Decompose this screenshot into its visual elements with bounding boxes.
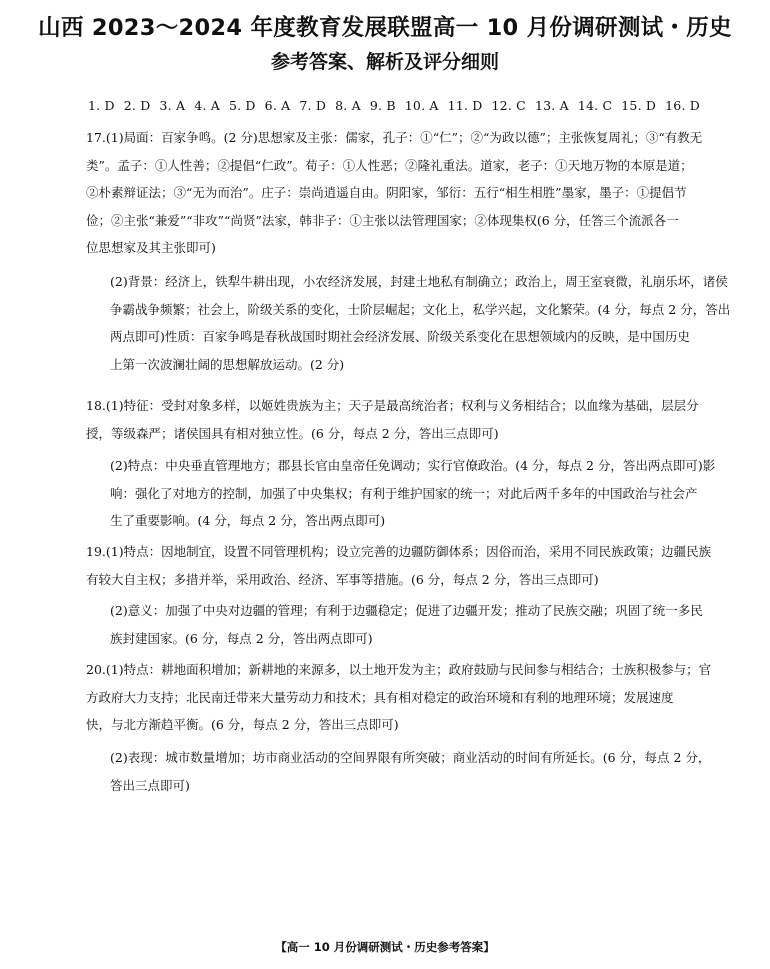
answer-line: ②朴素辩证法；③“无为而治”。庄子：崇尚逍遥自由。阴阳家，邹衍：五行“相生相胜”墨家，墨子：①提倡节 [86, 185, 687, 201]
answer-line: 响：强化了对地方的控制，加强了中央集权；有利于维护国家的统一；对此后两千多年的中国政治与社会产 [110, 485, 698, 501]
answer-18-part-1 [86, 392, 699, 447]
answer-line: 授，等级森严；诸侯国具有相对独立性。(6 分，每点 2 分，答出三点即可) [86, 425, 499, 441]
answer-17-part-2 [110, 268, 730, 378]
mc-answer: 10. A [404, 98, 439, 113]
answer-line: 争霸战争频繁；社会上，阶级关系的变化，士阶层崛起；文化上，私学兴起，文化繁荣。(4 分，每点 2 分，答出 [110, 301, 731, 317]
mc-answer: 2. D [123, 98, 151, 113]
answer-19-part-1 [86, 538, 711, 593]
answer-line: 17.(1)局面：百家争鸣。(2 分)思想家及主张：儒家，孔子：①“仁”；②“为政以德”；主张恢复周礼；③“有教无 [86, 130, 703, 145]
answer-17-part-1 [86, 124, 702, 262]
mc-answer: 11. D [447, 98, 483, 113]
answer-line: 19.(1)特点：因地制宜，设置不同管理机构；设立完善的边疆防御体系；因俗而治，采用不同民族政策；边疆民族 [86, 544, 712, 559]
mc-answer: 15. D [621, 98, 657, 113]
answer-line: 20.(1)特点：耕地面积增加；新耕地的来源多，以土地开发为主；政府鼓励与民间参与相结合；士族积极参与；官 [86, 662, 712, 677]
mc-answer: 3. A [159, 98, 186, 113]
answer-line: 族封建国家。(6 分，每点 2 分，答出两点即可) [110, 630, 373, 646]
mc-answer: 1. D [88, 98, 115, 113]
mc-answer: 8. A [335, 98, 361, 113]
answer-line: 生了重要影响。(4 分，每点 2 分，答出两点即可) [110, 513, 386, 529]
answer-20-part-1 [86, 656, 711, 739]
answer-line: 两点即可)性质：百家争鸣是春秋战国时期社会经济发展、阶级关系变化在思想领域内的反映，是中国历史 [110, 329, 690, 345]
answer-line: (2)意义：加强了中央对边疆的管理；有利于边疆稳定；促进了边疆开发；推动了民族交融；巩固了统一多民 [110, 603, 703, 618]
answer-line: 位思想家及其主张即可) [86, 240, 216, 256]
mc-answer: 9. B [369, 98, 396, 113]
answer-line: (2)特点：中央垂直管理地方；郡县长官由皇帝任免调动；实行官僚政治。(4 分，每点 2 分，答出两点即可)影 [110, 458, 716, 473]
mc-answer: 5. D [228, 98, 256, 113]
answer-line: 有较大自主权；多措并举，采用政治、经济、军事等措施。(6 分，每点 2 分，答出三点即可) [86, 571, 599, 587]
answer-line: 答出三点即可) [110, 777, 190, 793]
answer-20-part-2 [110, 744, 710, 799]
answer-line: 快，与北方渐趋平衡。(6 分，每点 2 分，答出三点即可) [86, 717, 399, 733]
multiple-choice-answers [88, 98, 709, 113]
answer-line: 俭；②主张“兼爱”“非攻”“尚贤”法家，韩非子：①主张以法管理国家；②体现集权(6 分，任答三个流派各一 [86, 212, 679, 228]
mc-answer: 14. C [577, 98, 613, 113]
mc-answer: 13. A [534, 98, 569, 113]
answer-19-part-2 [110, 597, 703, 652]
answer-18-part-2 [110, 452, 715, 535]
mc-answer: 4. A [194, 98, 220, 113]
page-subtitle: 参考答案、解析及评分细则 [270, 51, 499, 73]
page-footer: 【高一 10 月份调研测试・历史参考答案】 [275, 940, 495, 954]
answer-line: (2)表现：城市数量增加；坊市商业活动的空间界限有所突破；商业活动的时间有所延长。(6 分，每点 2 分， [110, 750, 711, 765]
answer-line: 18.(1)特征：受封对象多样，以姬姓贵族为主；天子是最高统治者；权利与义务相结合；以血缘为基础，层层分 [86, 398, 699, 413]
mc-answer: 16. D [665, 98, 701, 113]
answer-line: 方政府大力支持；北民南迁带来大量劳动力和技术；具有相对稳定的政治环境和有利的地理环境；发展速度 [86, 689, 674, 705]
page-title: 山西 2023～2024 年度教育发展联盟高一 10 月份调研测试・历史 [38, 15, 732, 41]
answer-line: (2)背景：经济上，铁犁牛耕出现，小农经济发展，封建土地私有制确立；政治上，周王室衰微，礼崩乐坏，诸侯 [110, 274, 728, 289]
mc-answer: 6. A [264, 98, 291, 113]
answer-line: 类”。孟子：①人性善；②提倡“仁政”。荀子：①人性恶；②隆礼重法。道家，老子：①天地万物的本原是道； [86, 157, 693, 173]
mc-answer: 7. D [299, 98, 327, 113]
answer-line: 上第一次波澜壮阔的思想解放运动。(2 分) [110, 356, 345, 372]
mc-answer: 12. C [491, 98, 526, 113]
